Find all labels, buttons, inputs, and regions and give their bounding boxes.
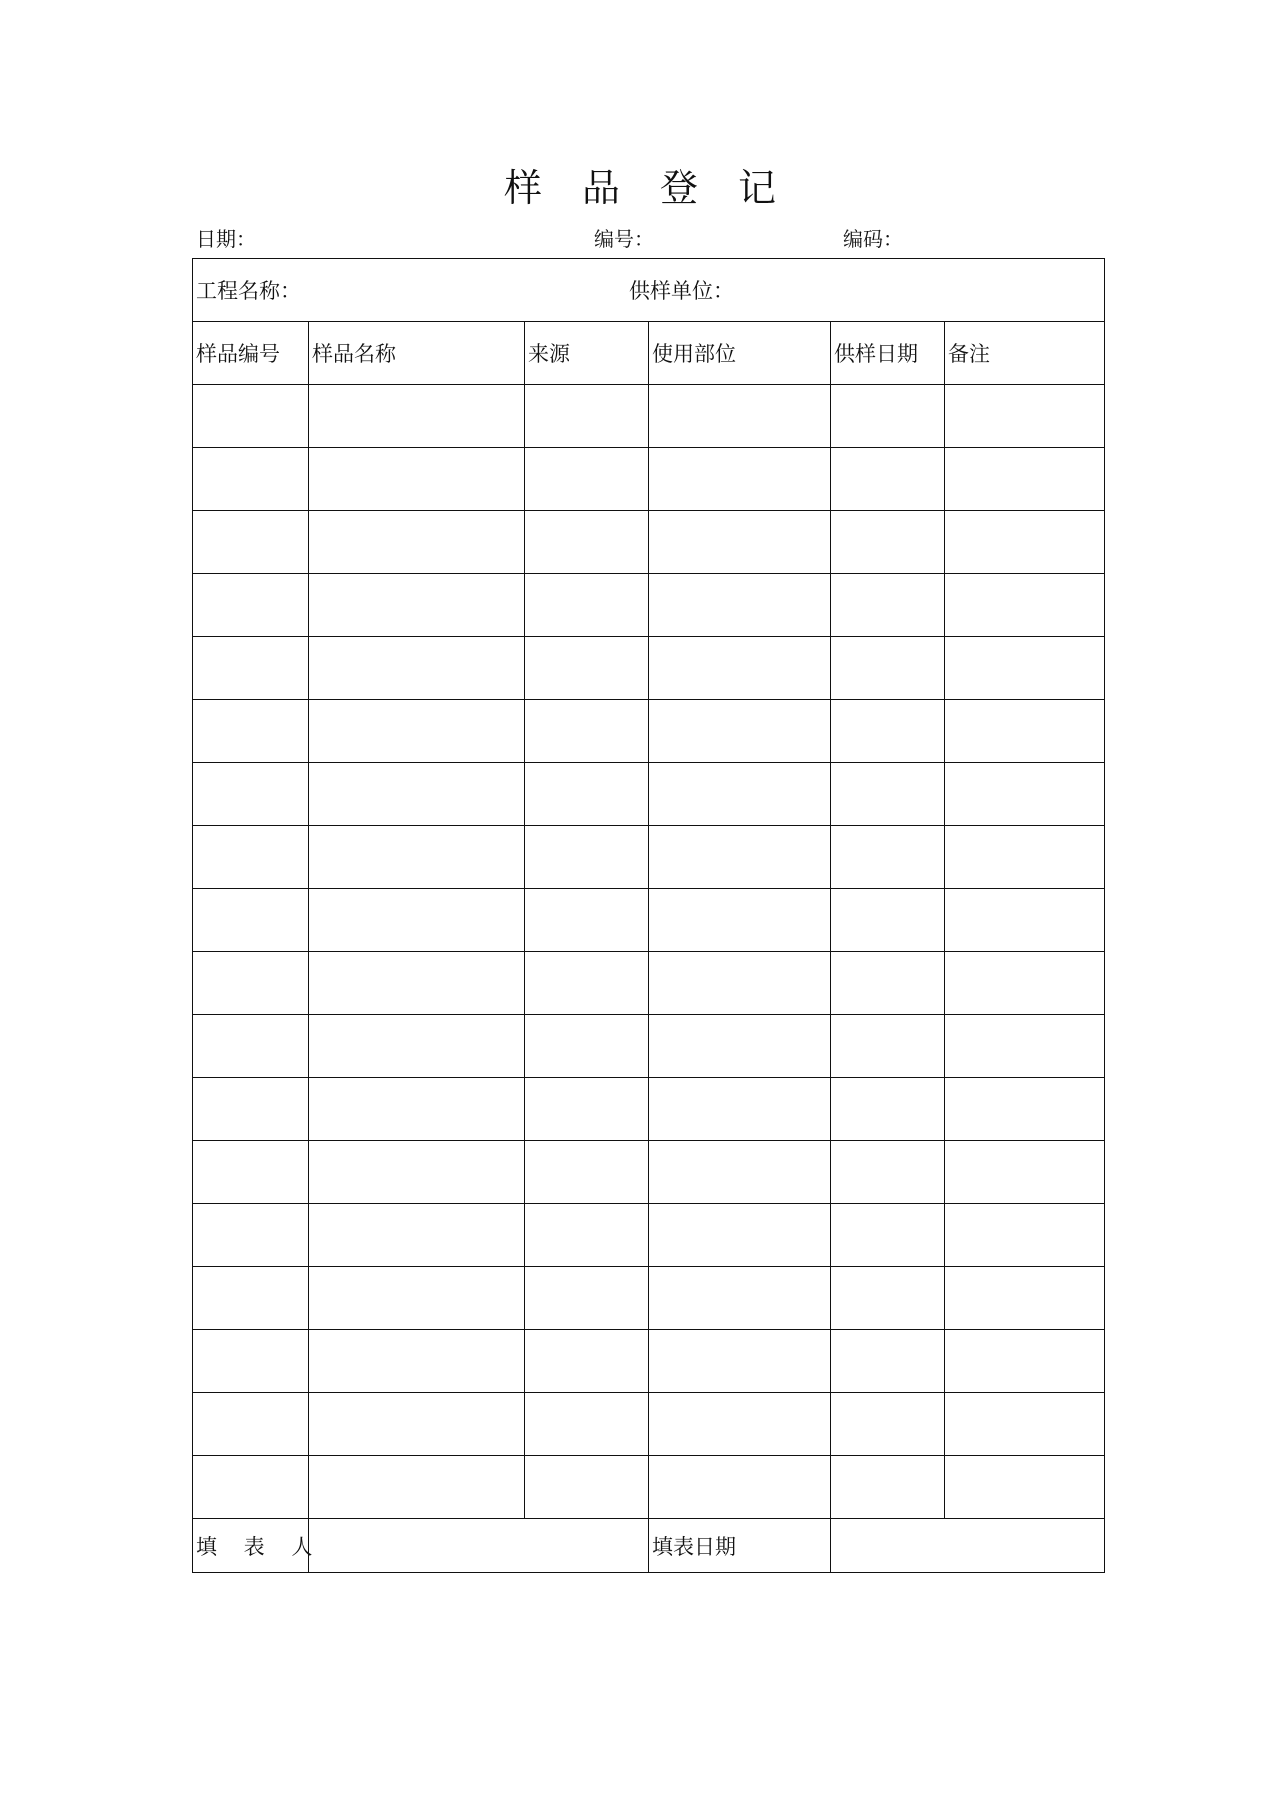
remarks-cell[interactable] bbox=[945, 637, 1105, 700]
sample-number-cell[interactable] bbox=[193, 448, 309, 511]
source-cell[interactable] bbox=[525, 1078, 649, 1141]
number-label: 编号： bbox=[594, 227, 654, 251]
supply-date-cell[interactable] bbox=[831, 1456, 945, 1519]
header-supply-date: 供样日期 bbox=[831, 322, 945, 385]
filler-label bbox=[193, 1519, 323, 1573]
sample-number-cell[interactable] bbox=[193, 637, 309, 700]
source-cell[interactable] bbox=[525, 637, 649, 700]
source-cell[interactable] bbox=[525, 1204, 649, 1267]
header-source: 来源 bbox=[525, 322, 649, 385]
sample-name-cell[interactable] bbox=[309, 1015, 525, 1078]
supply-date-cell[interactable] bbox=[831, 826, 945, 889]
remarks-cell[interactable] bbox=[945, 763, 1105, 826]
remarks-cell[interactable] bbox=[945, 952, 1105, 1015]
table-row bbox=[193, 574, 1105, 637]
remarks-cell[interactable] bbox=[945, 1141, 1105, 1204]
sample-name-cell[interactable] bbox=[309, 889, 525, 952]
table-row bbox=[193, 700, 1105, 763]
remarks-cell[interactable] bbox=[945, 826, 1105, 889]
source-cell[interactable] bbox=[525, 952, 649, 1015]
info-cell bbox=[193, 259, 1105, 322]
filler-input-cell[interactable] bbox=[309, 1519, 649, 1573]
sample-name-cell[interactable] bbox=[309, 448, 525, 511]
supply-date-cell[interactable] bbox=[831, 1141, 945, 1204]
sample-register-table bbox=[192, 258, 1105, 1573]
table-row bbox=[193, 385, 1105, 448]
sample-name-cell[interactable] bbox=[309, 1204, 525, 1267]
source-cell[interactable] bbox=[525, 1267, 649, 1330]
sample-name-cell[interactable] bbox=[309, 826, 525, 889]
sample-name-cell[interactable] bbox=[309, 1267, 525, 1330]
sample-name-cell[interactable] bbox=[309, 700, 525, 763]
remarks-cell[interactable] bbox=[945, 385, 1105, 448]
remarks-cell[interactable] bbox=[945, 1393, 1105, 1456]
usage-location-cell[interactable] bbox=[649, 574, 831, 637]
table-row bbox=[193, 763, 1105, 826]
header-sample-name: 样品名称 bbox=[309, 322, 525, 385]
filler-label-text: 填 表 人 bbox=[196, 1534, 323, 1559]
usage-location-cell[interactable] bbox=[649, 1456, 831, 1519]
sample-number-cell[interactable] bbox=[193, 826, 309, 889]
sample-name-cell[interactable] bbox=[309, 763, 525, 826]
supply-date-cell[interactable] bbox=[831, 574, 945, 637]
sample-name-cell[interactable] bbox=[309, 637, 525, 700]
supply-date-cell[interactable] bbox=[831, 889, 945, 952]
sample-number-cell[interactable] bbox=[193, 700, 309, 763]
supply-date-cell[interactable] bbox=[831, 1330, 945, 1393]
sample-name-cell[interactable] bbox=[309, 385, 525, 448]
supplier-label: 供样单位： bbox=[629, 279, 734, 303]
remarks-cell[interactable] bbox=[945, 448, 1105, 511]
source-cell[interactable] bbox=[525, 1456, 649, 1519]
sample-number-cell[interactable] bbox=[193, 1393, 309, 1456]
date-label: 日期： bbox=[196, 227, 256, 251]
sample-name-cell[interactable] bbox=[309, 511, 525, 574]
source-cell[interactable] bbox=[525, 448, 649, 511]
table-row bbox=[193, 1456, 1105, 1519]
source-cell[interactable] bbox=[525, 511, 649, 574]
remarks-cell[interactable] bbox=[945, 700, 1105, 763]
sample-number-cell[interactable] bbox=[193, 1456, 309, 1519]
usage-location-cell[interactable] bbox=[649, 448, 831, 511]
usage-location-cell[interactable] bbox=[649, 826, 831, 889]
table-row bbox=[193, 511, 1105, 574]
table-row bbox=[193, 637, 1105, 700]
supply-date-cell[interactable] bbox=[831, 637, 945, 700]
supply-date-cell[interactable] bbox=[831, 511, 945, 574]
source-cell[interactable] bbox=[525, 385, 649, 448]
table-row bbox=[193, 1141, 1105, 1204]
usage-location-cell[interactable] bbox=[649, 1204, 831, 1267]
header-row bbox=[193, 322, 1105, 385]
table-row bbox=[193, 448, 1105, 511]
source-cell[interactable] bbox=[525, 826, 649, 889]
sample-number-cell[interactable] bbox=[193, 952, 309, 1015]
supply-date-cell[interactable] bbox=[831, 700, 945, 763]
remarks-cell[interactable] bbox=[945, 889, 1105, 952]
supply-date-cell[interactable] bbox=[831, 952, 945, 1015]
usage-location-cell[interactable] bbox=[649, 952, 831, 1015]
sample-number-cell[interactable] bbox=[193, 889, 309, 952]
table-row bbox=[193, 1204, 1105, 1267]
usage-location-cell[interactable] bbox=[649, 889, 831, 952]
usage-location-cell[interactable] bbox=[649, 1267, 831, 1330]
source-cell[interactable] bbox=[525, 700, 649, 763]
header-usage-location: 使用部位 bbox=[649, 322, 831, 385]
remarks-cell[interactable] bbox=[945, 1456, 1105, 1519]
supply-date-cell[interactable] bbox=[831, 1204, 945, 1267]
fill-date-label: 填表日期 bbox=[649, 1519, 831, 1573]
sample-number-cell[interactable] bbox=[193, 1078, 309, 1141]
footer-row bbox=[193, 1519, 1105, 1573]
page-title: 样品登记 bbox=[503, 166, 816, 210]
sample-name-cell[interactable] bbox=[309, 1078, 525, 1141]
table-row bbox=[193, 1078, 1105, 1141]
supply-date-cell[interactable] bbox=[831, 1015, 945, 1078]
sample-number-cell[interactable] bbox=[193, 763, 309, 826]
table-row bbox=[193, 1393, 1105, 1456]
supply-date-cell[interactable] bbox=[831, 763, 945, 826]
remarks-cell[interactable] bbox=[945, 1267, 1105, 1330]
supply-date-cell[interactable] bbox=[831, 1393, 945, 1456]
usage-location-cell[interactable] bbox=[649, 1015, 831, 1078]
supply-date-cell[interactable] bbox=[831, 448, 945, 511]
fill-date-input-cell[interactable] bbox=[831, 1519, 1105, 1573]
source-cell[interactable] bbox=[525, 889, 649, 952]
sample-name-cell[interactable] bbox=[309, 1141, 525, 1204]
sample-name-cell[interactable] bbox=[309, 1456, 525, 1519]
sample-name-cell[interactable] bbox=[309, 1393, 525, 1456]
supply-date-cell[interactable] bbox=[831, 1267, 945, 1330]
supply-date-cell[interactable] bbox=[831, 385, 945, 448]
usage-location-cell[interactable] bbox=[649, 700, 831, 763]
remarks-cell[interactable] bbox=[945, 1204, 1105, 1267]
sample-number-cell[interactable] bbox=[193, 574, 309, 637]
table-row bbox=[193, 889, 1105, 952]
source-cell[interactable] bbox=[525, 1141, 649, 1204]
code-label: 编码： bbox=[843, 227, 903, 251]
source-cell[interactable] bbox=[525, 574, 649, 637]
table-row bbox=[193, 1330, 1105, 1393]
source-cell[interactable] bbox=[525, 763, 649, 826]
sample-name-cell[interactable] bbox=[309, 1330, 525, 1393]
usage-location-cell[interactable] bbox=[649, 1393, 831, 1456]
sample-name-cell[interactable] bbox=[309, 574, 525, 637]
source-cell[interactable] bbox=[525, 1015, 649, 1078]
sample-name-cell[interactable] bbox=[309, 952, 525, 1015]
remarks-cell[interactable] bbox=[945, 1015, 1105, 1078]
table-row bbox=[193, 952, 1105, 1015]
remarks-cell[interactable] bbox=[945, 1330, 1105, 1393]
sample-number-cell[interactable] bbox=[193, 1141, 309, 1204]
sample-number-cell[interactable] bbox=[193, 385, 309, 448]
table-row bbox=[193, 1267, 1105, 1330]
sample-number-cell[interactable] bbox=[193, 1015, 309, 1078]
usage-location-cell[interactable] bbox=[649, 1078, 831, 1141]
usage-location-cell[interactable] bbox=[649, 385, 831, 448]
remarks-cell[interactable] bbox=[945, 511, 1105, 574]
table-row bbox=[193, 826, 1105, 889]
supply-date-cell[interactable] bbox=[831, 1078, 945, 1141]
remarks-cell[interactable] bbox=[945, 574, 1105, 637]
sample-number-cell[interactable] bbox=[193, 1330, 309, 1393]
usage-location-cell[interactable] bbox=[649, 763, 831, 826]
table-row bbox=[193, 1015, 1105, 1078]
source-cell[interactable] bbox=[525, 1393, 649, 1456]
sample-number-cell[interactable] bbox=[193, 1267, 309, 1330]
info-row bbox=[193, 259, 1105, 322]
header-sample-number: 样品编号 bbox=[193, 322, 309, 385]
sample-number-cell[interactable] bbox=[193, 1204, 309, 1267]
usage-location-cell[interactable] bbox=[649, 1330, 831, 1393]
usage-location-cell[interactable] bbox=[649, 511, 831, 574]
header-remarks: 备注 bbox=[945, 322, 1105, 385]
usage-location-cell[interactable] bbox=[649, 1141, 831, 1204]
remarks-cell[interactable] bbox=[945, 1078, 1105, 1141]
project-name-label: 工程名称： bbox=[196, 279, 301, 303]
source-cell[interactable] bbox=[525, 1330, 649, 1393]
usage-location-cell[interactable] bbox=[649, 637, 831, 700]
sample-number-cell[interactable] bbox=[193, 511, 309, 574]
